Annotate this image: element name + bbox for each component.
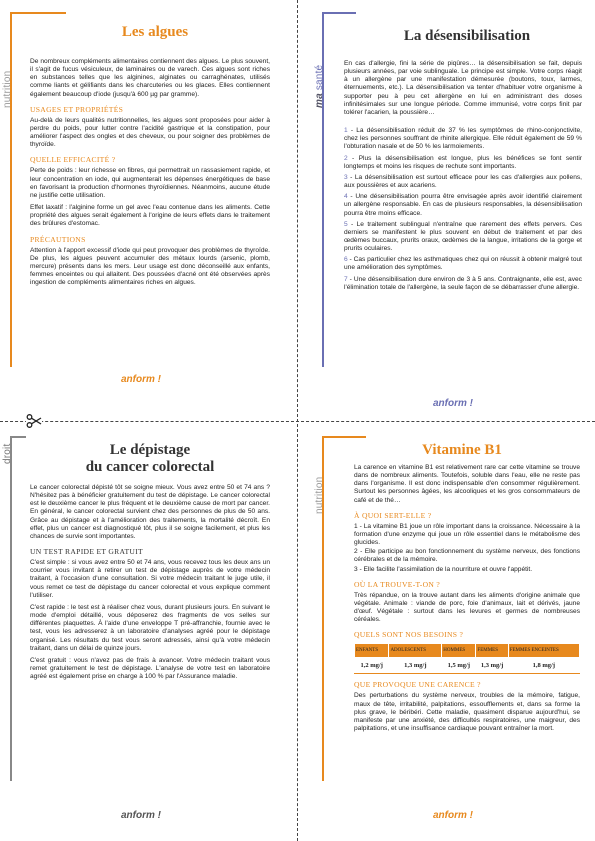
category-text: santé <box>314 64 325 91</box>
card-top-rule <box>322 12 356 14</box>
needs-table <box>354 643 580 674</box>
section-paragraph: Au-delà de leurs qualités nutritionnelles, les algues sont proposées pour aider à perdre du poids, pour lutter contre l'acidité gastrique et la constipation, pour améliorer l'aspect des ongles et des cheveux, ou pour soigner des problèmes de thyroïde. <box>30 116 270 149</box>
card-vitamine-b1 <box>314 436 584 836</box>
table-header: FEMMES ENCEINTES <box>508 644 579 658</box>
vertical-cut-line <box>297 0 298 841</box>
card-title <box>30 442 270 476</box>
card-title: Vitamine B1 <box>422 442 502 458</box>
numbered-item: 7 - Une désensibilisation dure environ de 3 à 5 ans. Contraignante, elle est, avec l'élimination totale de l'allergène, la seule façon de se débarrasser d'une allergie. <box>344 275 582 291</box>
card-desensibilisation <box>314 12 584 409</box>
card-top-rule <box>10 436 26 438</box>
table-header: ADOLESCENTS <box>389 644 442 658</box>
numbered-item: 1 - La désensibilisation réduit de 37 % les symptômes de rhino-conjonctivite, chez les personnes souffrant de rhinite allergique. Elle réduit également de 59 % l'obturation nasale et de 50 % les larmoiements. <box>344 127 582 151</box>
card-body <box>354 464 580 737</box>
numbered-item: 5 - Le traitement sublingual n'entraîne que rarement des effets pervers. Ces derniers se manifestent le plus souvent en début de traitement et par des œdèmes buccaux, prurits oraux, œdèmes de la langue, irritations de la gorge et prurits oculaires. <box>344 220 582 253</box>
category-label: nutrition <box>2 70 13 108</box>
list-item: 3 - Elle facilite l'assimilation de la nourriture et ouvre l'appétit. <box>354 565 533 573</box>
intro-paragraph: De nombreux compléments alimentaires contiennent des algues. Le plus souvent, il s'agit de fucus vésiculeux, de laminaires ou de varech. Ces algues sont riches en substances telles que les alginines, alginates ou carraghénates, utilisés comme liants et gélifiants dans les charcuteries ou les glaces. Elles contiennent également beaucoup d'iode (jusqu'à 600 µg par gramme). <box>30 58 270 98</box>
numbered-item: 2 - Plus la désensibilisation est longue, plus les bénéfices se font sentir longtemps et moins les risques de rechute sont importants. <box>344 154 582 170</box>
table-header: FEMMES <box>476 644 508 658</box>
card-body <box>30 58 270 291</box>
card-title: Les algues <box>121 24 189 40</box>
section-paragraph: C'est gratuit : vous n'avez pas de frais à avancer. Votre médecin traitant vous remet gratuitement le test de dépistage. L'analyse de votre test en laboratoire agréé est également prise en charge à 100 % par l'Assurance maladie. <box>30 656 270 681</box>
card-top-rule <box>322 436 366 438</box>
section-paragraph: Attention à l'apport excessif d'iode qui peut provoquer des problèmes de thyroïde. De plus, les algues peuvent accumuler des métaux lourds (arsenic, plomb, mercure) présents dans les mers. Leur usage est donc déconseillé aux enfants, femmes enceintes ou qui allaitent. Des poussées d'acné ont été observées après ingestion de compléments alimentaires riches en algues. <box>30 246 270 287</box>
section-paragraph: C'est simple : si vous avez entre 50 et 74 ans, vous recevez tous les deux ans un courrier vous invitant à retirer un test de dépistage auprès de votre médecin traitant, à l'occasion d'une consultation. Si votre médecin traitant le juge utile, il vous remet ce test de dépistage du cancer colorectal et vous explique comment l'utiliser. <box>30 559 270 599</box>
table-header: HOMMES <box>442 644 476 658</box>
card-side-bar <box>10 436 12 781</box>
section-paragraph: C'est rapide : le test est à réaliser chez vous, durant plusieurs jours. En suivant le mode d'emploi détaillé, vous déposerez des fragments de vos selles sur différentes plaquettes. À l'aide d'une enveloppe T pré-affranchie, fournie avec le test, vous les adresserez à un laboratoire d'analyses agréé pour le dépistage organisé. Les résultats du test vous seront adressés, ainsi qu'à votre médecin traitant, dans un délai de quinze jours. <box>30 603 270 652</box>
brand-footer: anform ! <box>121 810 161 821</box>
category-prefix: ma <box>314 93 325 108</box>
list-item: 1 - La vitamine B1 joue un rôle important dans la croissance. Nécessaire à la formation d'une enzyme qui joue un rôle essentiel dans le métabolisme des glucides. <box>354 522 580 547</box>
numbered-item: 4 - Une désensibilisation pourra être envisagée après avoir identifié clairement un allergène responsable. En cas de plusieurs responsables, la désensibilisation pourra être moins efficace. <box>344 193 582 217</box>
section-heading: PRÉCAUTIONS <box>30 234 86 244</box>
card-algues <box>2 12 272 404</box>
section-heading: OÙ LA TROUVE-T-ON ? <box>354 579 441 589</box>
title-line: du cancer colorectal <box>85 459 215 475</box>
section-heading: À QUOI SERT-ELLE ? <box>354 510 432 520</box>
numbered-item: 6 - Cas particulier chez les asthmatiques chez qui on réussit à obtenir malgré tout une amélioration des symptômes. <box>344 256 582 272</box>
card-title: La désensibilisation <box>403 28 531 44</box>
table-header-row <box>355 644 580 658</box>
table-cell: 1,8 mg/j <box>508 658 579 674</box>
table-cell: 1,5 mg/j <box>442 658 476 674</box>
category-label: droit <box>2 443 13 464</box>
list-item: 2 - Elle participe au bon fonctionnement du système nerveux, des fonctions cérébrales et de la mémoire. <box>354 548 580 564</box>
section-paragraph: Perte de poids : leur richesse en fibres, qui permettrait un rassasiement rapide, et leur concentration en iode, qui augmenterait les dépenses énergétiques de base en favorisant la production d'hormones thyroïdiennes. Néanmoins, aucune étude ne justifie cette utilisation. <box>30 167 270 199</box>
table-row <box>355 658 580 674</box>
intro-paragraph: La carence en vitamine B1 est relativement rare car cette vitamine se trouve dans de nombreux aliments. Toutefois, soluble dans l'eau, elle ne reste pas dans l'organisme. Il est donc indispensable d'en consommer régulièrement. Surtout les personnes âgées, les alcooliques et les gros consommateurs de café et de thé… <box>354 464 580 504</box>
card-depistage <box>2 436 272 836</box>
intro-paragraph: Le cancer colorectal dépisté tôt se soigne mieux. Vous avez entre 50 et 74 ans ? N'hésitez pas à bénéficier gratuitement du test de dépistage. Le cancer colorectal est le deuxième cancer le plus fréquent et le deuxième cause de mort par cancer. En général, le cancer colorectal survient chez des personnes de plus de 50 ans. Grâce au dépistage et à l'amélioration des traitements, la mortalité décroît. En effet, plus un cancer est diagnostiqué tôt, plus il se soigne facilement, et plus les chances de survie sont importantes. <box>30 484 270 540</box>
section-heading: USAGES ET PROPRIÉTÉS <box>30 104 124 114</box>
category-label <box>314 65 325 108</box>
card-side-bar <box>10 12 12 367</box>
category-label: nutrition <box>314 476 325 514</box>
table-cell: 1,3 mg/j <box>389 658 442 674</box>
numbered-item: 3 - La désensibilisation est surtout efficace pour les cas d'allergies aux pollens, aux poussières et aux acariens. <box>344 173 582 190</box>
scissors-icon <box>26 413 42 429</box>
card-top-rule <box>10 12 66 14</box>
section-paragraph: Très répandue, on la trouve autant dans les aliments d'origine animale que végétale. Animale : viande de porc, foie d'animaux, lait et dérivés, jaune d'œuf. Végétale : surtout dans les levures et germes de nombreuses céréales. <box>354 591 580 624</box>
intro-paragraph: En cas d'allergie, fini la série de piqûres… la désensibilisation se fait, depuis plusieurs années, par voie sublinguale. Le principe est simple. Votre corps réagit à un allergène par une manifestation démesurée (boutons, toux, larmes, éternuements, etc.). La désensibilisation va tenter d'habituer votre organisme à supporter peu à peu cet allergène en lui en administrant des doses infinitésimales sur une longue période. Comme immunisé, votre corps finit par tolérer l'acarien, la poussière… <box>344 60 582 116</box>
brand-footer: anform ! <box>433 810 473 821</box>
table-header: ENFANTS <box>355 644 389 658</box>
brand-footer: anform ! <box>121 374 161 385</box>
table-cell: 1,3 mg/j <box>476 658 508 674</box>
section-paragraph: Effet laxatif : l'alginine forme un gel avec l'eau contenue dans les aliments. Cette propriété des algues serait également à l'origine de leurs effets dans le traitement des brûlures d'estomac. <box>30 204 270 228</box>
section-heading: QUE PROVOQUE UNE CARENCE ? <box>354 680 481 690</box>
title-line: Le dépistage <box>109 442 191 458</box>
card-body <box>30 484 270 685</box>
table-cell: 1,2 mg/j <box>355 658 389 674</box>
brand-footer: anform ! <box>433 398 473 409</box>
section-heading: QUELS SONT NOS BESOINS ? <box>354 630 464 640</box>
section-paragraph: Des perturbations du système nerveux, troubles de la mémoire, fatigue, maux de tête, irritabilité, palpitations, essoufflements et, dans sa forme la plus grave, le béribéri. Cette maladie, quasiment disparue aujourd'hui, se manifeste par une anxiété, des difficultés respiratoires, une maigreur, des palpitations, et une insuffisance cardiaque pouvant entraîner la mort. <box>354 692 580 732</box>
card-body <box>344 60 582 295</box>
section-heading: QUELLE EFFICACITÉ ? <box>30 155 116 165</box>
section-heading: UN TEST RAPIDE ET GRATUIT <box>30 547 143 557</box>
